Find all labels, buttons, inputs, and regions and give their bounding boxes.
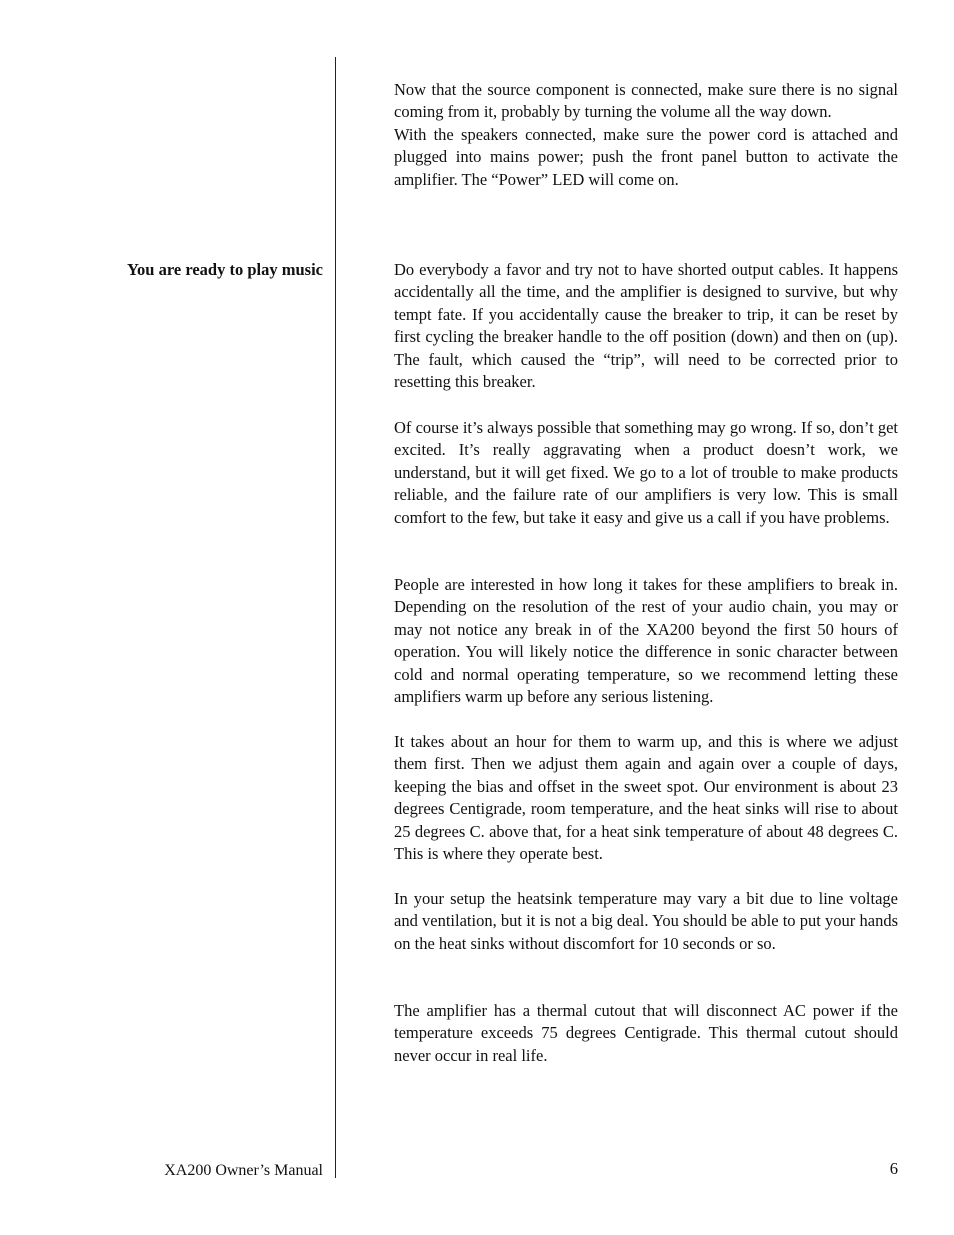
section-paragraph-4	[394, 731, 898, 865]
footer-manual-title: XA200 Owner’s Manual	[164, 1162, 323, 1179]
paragraph-text: Do everybody a favor and try not to have shorted output cables. It happens accidentally all the time, and the amplifier is designed to survive, but why tempt fate. If you accidentally cause the breaker to trip, it can be reset by first cycling the breaker handle to the off position (down) and then on (up). The fault, which caused the “trip”, will need to be corrected prior to resetting this breaker.	[394, 260, 898, 392]
section-paragraph-3	[394, 574, 898, 708]
paragraph-text: People are interested in how long it takes for these amplifiers to break in. Depending on the resolution of the rest of your audio chain, you may or may not notice any break in of the XA200 beyond the first 50 hours of operation. You will likely notice the difference in sonic character between cold and normal operating temperature, so we recommend letting these amplifiers warm up before any serious listening.	[394, 575, 898, 707]
section-paragraph-5	[394, 888, 898, 955]
intro-paragraph-2: With the speakers connected, make sure the power cord is attached and plugged into mains power; push the front panel button to activate the amplifier. The “Power” LED will come on.	[394, 124, 898, 189]
paragraph-text: Of course it’s always possible that something may go wrong. If so, don’t get excited. It’s really aggravating when a product doesn’t work, we understand, but it will get fixed. We go to a lot of trouble to make products reliable, and the failure rate of our amplifiers is very low. This is small comfort to the few, but take it easy and give us a call if you have problems.	[394, 418, 898, 527]
section-paragraph-2	[394, 417, 898, 529]
column-divider	[335, 57, 336, 1178]
section-paragraph-6	[394, 1000, 898, 1067]
paragraph-text: In your setup the heatsink temperature may vary a bit due to line voltage and ventilation, but it is not a big deal. You should be able to put your hands on the heat sinks without discomfort for 10 seconds or so.	[394, 889, 898, 953]
section-heading: You are ready to play music	[126, 260, 323, 279]
section-paragraph-1	[394, 259, 898, 393]
intro-block	[394, 79, 898, 191]
paragraph-text: The amplifier has a thermal cutout that will disconnect AC power if the temperature exceeds 75 degrees Centigrade. This thermal cutout should never occur in real life.	[394, 1001, 898, 1065]
footer-page-number: 6	[889, 1159, 898, 1178]
paragraph-text: It takes about an hour for them to warm up, and this is where we adjust them first. Then we adjust them again and again over a couple of days, keeping the bias and offset in the sweet spot. Our environment is about 23 degrees Centigrade, room temperature, and the heat sinks will rise to about 25 degrees C. above that, for a heat sink temperature of about 48 degrees C. This is where they operate best.	[394, 732, 898, 864]
intro-paragraph-1: Now that the source component is connected, make sure there is no signal coming from it, probably by turning the volume all the way down.	[394, 80, 898, 122]
